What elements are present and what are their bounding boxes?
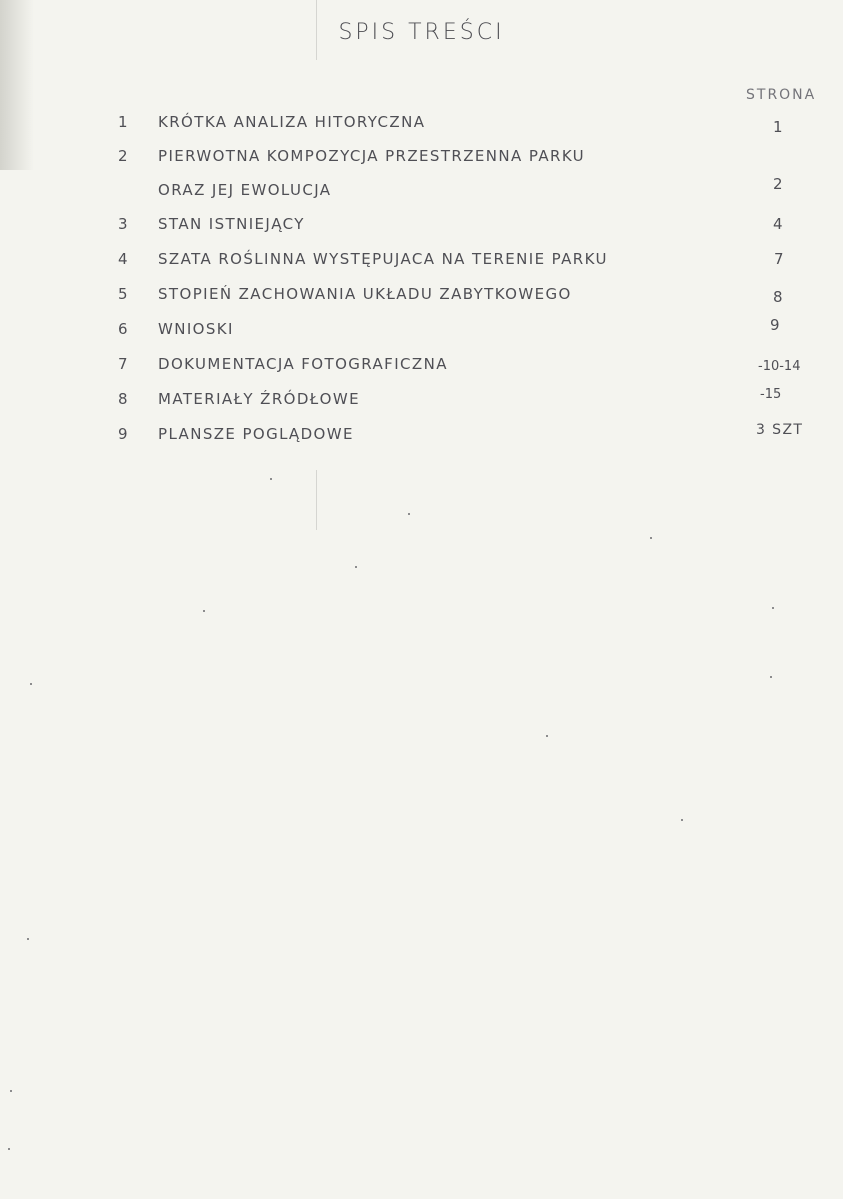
toc-number: 2 [118,147,129,165]
toc-number: 5 [118,285,129,303]
toc-title: SZATA ROŚLINNA WYSTĘPUJACA NA TERENIE PARKU [158,250,608,268]
toc-row [0,113,843,137]
toc-title: KRÓTKA ANALIZA HITORYCZNA [158,113,426,131]
scan-speck [408,513,410,515]
toc-row [0,215,843,239]
toc-title: DOKUMENTACJA FOTOGRAFICZNA [158,355,448,373]
toc-number: 9 [118,425,129,443]
page-column-header: STRONA [746,87,817,103]
toc-row [0,355,843,379]
toc-page-number: 3 SZT [756,422,804,438]
toc-title: PIERWOTNA KOMPOZYCJA PRZESTRZENNA PARKU [158,147,586,165]
toc-title: STOPIEŃ ZACHOWANIA UKŁADU ZABYTKOWEGO [158,285,572,303]
toc-number: 4 [118,250,129,268]
toc-number: 6 [118,320,129,338]
scan-speck [770,676,772,678]
toc-number: 1 [118,113,129,131]
toc-number: 3 [118,215,129,233]
toc-title: MATERIAŁY ŹRÓDŁOWE [158,390,360,408]
scan-speck [203,610,205,612]
toc-page-number: 4 [773,215,784,233]
toc-page-number: 7 [774,250,785,268]
toc-page-number: 8 [773,288,784,306]
toc-row [0,316,843,344]
toc-page-number: 9 [770,316,781,334]
toc-row [0,387,843,414]
toc-page-number: 2 [773,175,784,193]
scan-speck [30,683,32,685]
toc-page-number: -15 [760,387,782,402]
toc-title: ORAZ JEJ EWOLUCJA [158,181,332,199]
toc-number: 7 [118,355,129,373]
toc-row [0,147,843,171]
scan-speck [27,938,29,940]
scan-speck [355,566,357,568]
page-title: SPIS TREŚCI [338,20,505,45]
toc-title: WNIOSKI [158,320,234,338]
scan-speck [10,1090,12,1092]
toc-row [0,422,843,449]
toc-number: 8 [118,390,129,408]
scan-speck [8,1148,10,1150]
fold-mark [316,470,317,530]
toc-title: STAN ISTNIEJĄCY [158,215,305,233]
scan-speck [772,607,774,609]
toc-row [0,175,843,205]
toc-row [0,285,843,309]
scan-speck [681,819,683,821]
scan-speck [650,537,652,539]
toc-page-number: -10-14 [758,359,801,374]
toc-row [0,250,843,274]
scan-speck [270,478,272,480]
toc-page-number: 1 [773,118,784,136]
toc-title: PLANSZE POGLĄDOWE [158,425,354,443]
scan-speck [546,735,548,737]
